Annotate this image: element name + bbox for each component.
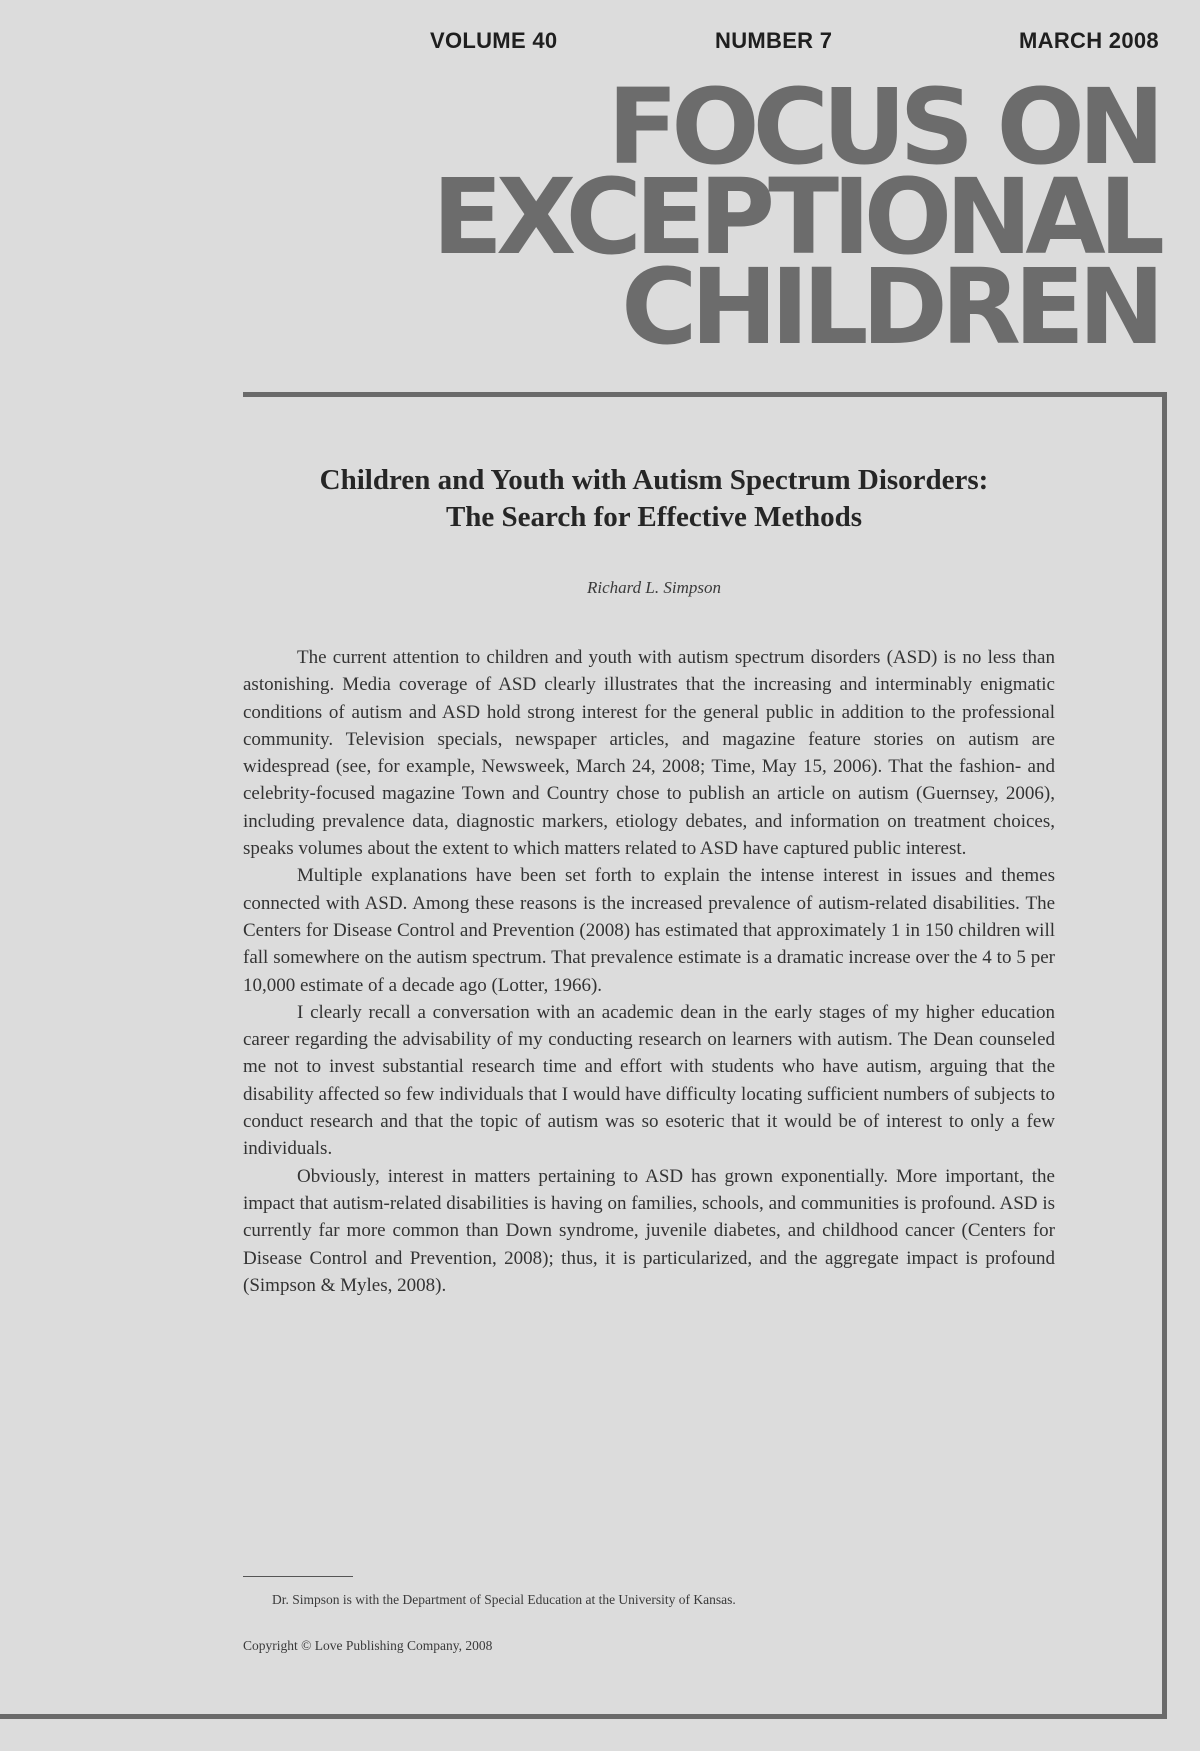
frame-right-rule — [1162, 392, 1167, 1718]
author-footnote: Dr. Simpson is with the Department of Special Education at the University of Kansas. — [272, 1592, 736, 1607]
issue-number-label: NUMBER 7 — [715, 28, 833, 53]
body-paragraph-1: The current attention to children and youth with autism spectrum disorders (ASD) is no less than astonishing. Media coverage of ASD clearly illustrates that the increasing and interminably enigmatic conditions of autism and ASD hold strong interest for the general public in addition to the professional community. Television specials, newspaper articles, and magazine feature stories on autism are widespread (see, for example, Newsweek, March 24, 2008; Time, May 15, 2006). That the fashion- and celebrity-focused magazine Town and Country chose to publish an article on autism (Guernsey, 2006), including prevalence data, diagnostic markers, etiology debates, and information on treatment choices, speaks volumes about the extent to which matters related to ASD have captured public interest. — [243, 647, 1055, 860]
article-body — [243, 644, 1055, 1299]
article-title — [243, 462, 1065, 536]
article-title-line-1: Children and Youth with Autism Spectrum Disorders: — [319, 464, 989, 496]
masthead-line-3: CHILDREN — [621, 246, 1158, 368]
body-paragraph-4: Obviously, interest in matters pertaining to ASD has grown exponentially. More important, the impact that autism-related disabilities is having on families, schools, and communities is profound. ASD is currently far more common than Down syndrome, juvenile diabetes, and childhood cancer (Centers for Disease Control and Prevention, 2008); thus, it is particularized, and the aggregate impact is profound (Simpson & Myles, 2008). — [243, 1165, 1055, 1296]
copyright-notice: Copyright © Love Publishing Company, 2008 — [243, 1638, 493, 1653]
frame-top-rule — [243, 392, 1165, 397]
journal-masthead — [378, 66, 1158, 368]
body-paragraph-3: I clearly recall a conversation with an academic dean in the early stages of my higher education career regarding the advisability of my conducting research on learners with autism. The Dean counseled me not to invest substantial research time and effort with students who have autism, arguing that the disability affected so few individuals that I would have difficulty locating sufficient numbers of subjects to conduct research and that the topic of autism was so esoteric that it would be of interest to only a few individuals. — [243, 1001, 1055, 1160]
issue-date-label: MARCH 2008 — [1019, 28, 1159, 53]
volume-label: VOLUME 40 — [430, 28, 558, 53]
body-paragraph-2: Multiple explanations have been set forth to explain the intense interest in issues and themes connected with ASD. Among these reasons is the increased prevalence of autism-related disabilities. The Centers for Disease Control and Prevention (2008) has estimated that approximately 1 in 150 children will fall somewhere on the autism spectrum. That prevalence estimate is a dramatic increase over the 4 to 5 per 10,000 estimate of a decade ago (Lotter, 1966). — [243, 865, 1055, 996]
footnote-divider — [243, 1576, 353, 1577]
masthead-line-2: EXCEPTIONAL — [432, 156, 1158, 278]
frame-bottom-rule — [0, 1714, 1167, 1719]
masthead-line-1: FOCUS ON — [607, 66, 1158, 188]
article-author: Richard L. Simpson — [587, 578, 721, 597]
article-title-line-2: The Search for Effective Methods — [445, 501, 863, 533]
